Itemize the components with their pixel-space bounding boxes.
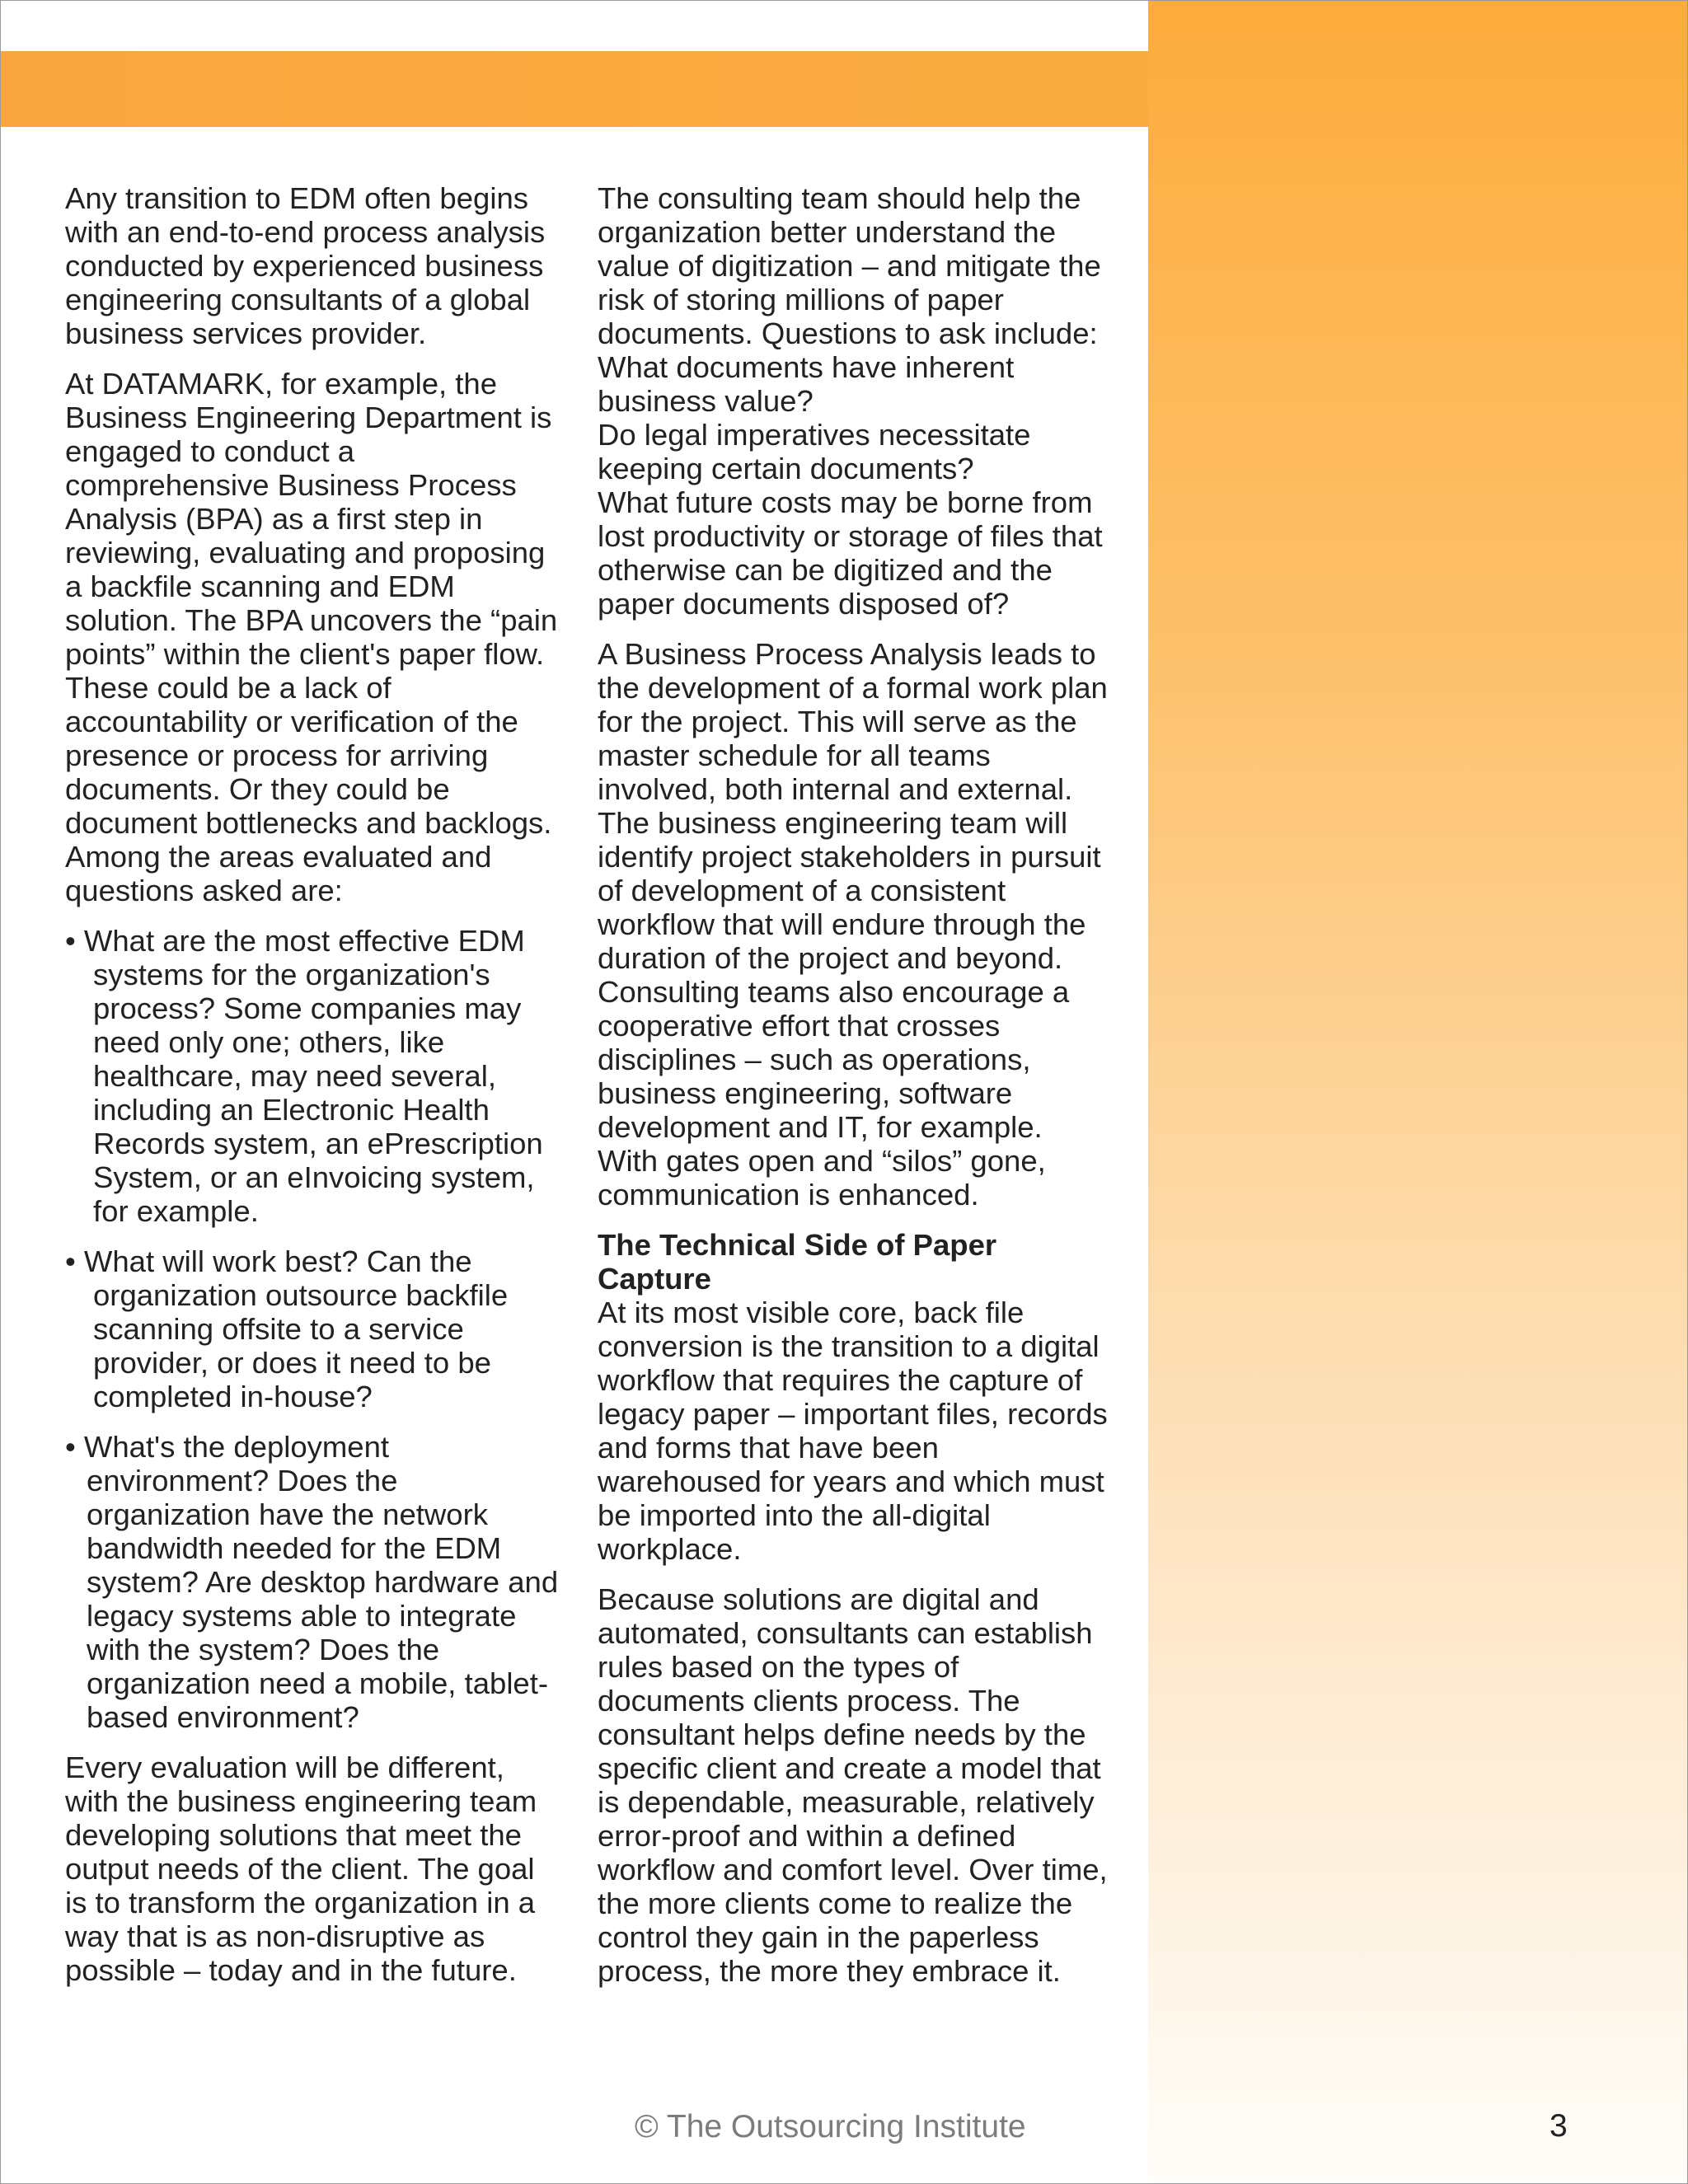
right-paragraph-3: At its most visible core, back file conversion is the transition to a digital workflow that requires the capture of legacy paper – important files, records and forms that have been warehoused for years and which must be imported into the all-digital workplace.	[598, 1296, 1108, 1566]
technical-section	[598, 1228, 1109, 1566]
bullet-lead: • What's the deployment	[65, 1430, 390, 1464]
footer-credit: © The Outsourcing Institute	[635, 2109, 1026, 2144]
left-paragraph-2: At DATAMARK, for example, the Business Engineering Department is engaged to conduct a comprehensive Business Process Analysis (BPA) as a first step in reviewing, evaluating and proposing a backfile scanning and EDM solution. The BPA uncovers the “pain points” within the client's paper flow. These could be a lack of accountability or verification of the presence or process for arriving documents. Or they could be document bottlenecks and backlogs. Among the areas evaluated and questions asked are:	[65, 367, 558, 907]
right-paragraph-1-intro: The consulting team should help the organization better understand the value of digitization – and mitigate the risk of storing millions of paper documents. Questions to ask include: What documents have inherent business value?	[598, 181, 1101, 418]
bullet-lead: • What are the most effective EDM	[65, 924, 525, 958]
left-paragraph-1: Any transition to EDM often begins with an end-to-end process analysis conducted by experienced business engineering consultants of a global business services provider.	[65, 181, 546, 350]
list-item	[65, 1430, 560, 1734]
bullet-lead: • What will work best? Can the	[65, 1244, 472, 1278]
section-heading: The Technical Side of Paper Capture	[598, 1228, 997, 1296]
left-text-column	[65, 181, 560, 2004]
side-gradient-panel	[1148, 0, 1688, 2184]
header-orange-band	[0, 51, 1148, 127]
right-paragraph-2: A Business Process Analysis leads to the development of a formal work plan for the project. This will serve as the master schedule for all teams involved, both internal and external. The business engineering team will identify project stakeholders in pursuit of development of a consistent workflow that will endure through the duration of the project and beyond. Consulting teams also encourage a cooperative effort that crosses disciplines – such as operations, business engineering, software development and IT, for example. With gates open and “silos” gone, communication is enhanced.	[598, 637, 1108, 1212]
bullet-text: environment? Does the organization have the network bandwidth needed for the EDM system? Are desktop hardware and legacy systems able to integrate with the system? Does the organization need a mobile, tablet-based environment?	[87, 1464, 559, 1734]
right-paragraph-1	[598, 181, 1109, 621]
evaluation-questions-list	[65, 924, 560, 1734]
right-text-column	[598, 181, 1109, 2004]
list-item	[65, 1244, 560, 1413]
right-paragraph-1-question-costs: What future costs may be borne from lost productivity or storage of files that otherwise can be digitized and the paper documents disposed of?	[598, 485, 1103, 621]
bullet-text: organization outsource backfile scanning offsite to a service provider, or does it need to be completed in-house?	[93, 1278, 509, 1413]
right-paragraph-1-question-legal: Do legal imperatives necessitate keeping certain documents?	[598, 418, 1031, 485]
page-number: 3	[1550, 2108, 1568, 2144]
left-paragraph-3: Every evaluation will be different, with the business engineering team developing solutions that meet the output needs of the client. The goal is to transform the organization in a way that is as non-disruptive as possible – today and in the future.	[65, 1750, 537, 1987]
right-paragraph-4: Because solutions are digital and automated, consultants can establish rules based on the types of documents clients process. The consultant helps define needs by the specific client and create a model that is dependable, measurable, relatively error-proof and within a defined workflow and comfort level. Over time, the more clients come to realize the control they gain in the paperless process, the more they embrace it.	[598, 1582, 1108, 1988]
bullet-text: systems for the organization's process? Some companies may need only one; others, like healthcare, may need several, including an Electronic Health Records system, an ePrescription System, or an eInvoicing system, for example.	[93, 958, 543, 1228]
list-item	[65, 924, 560, 1228]
